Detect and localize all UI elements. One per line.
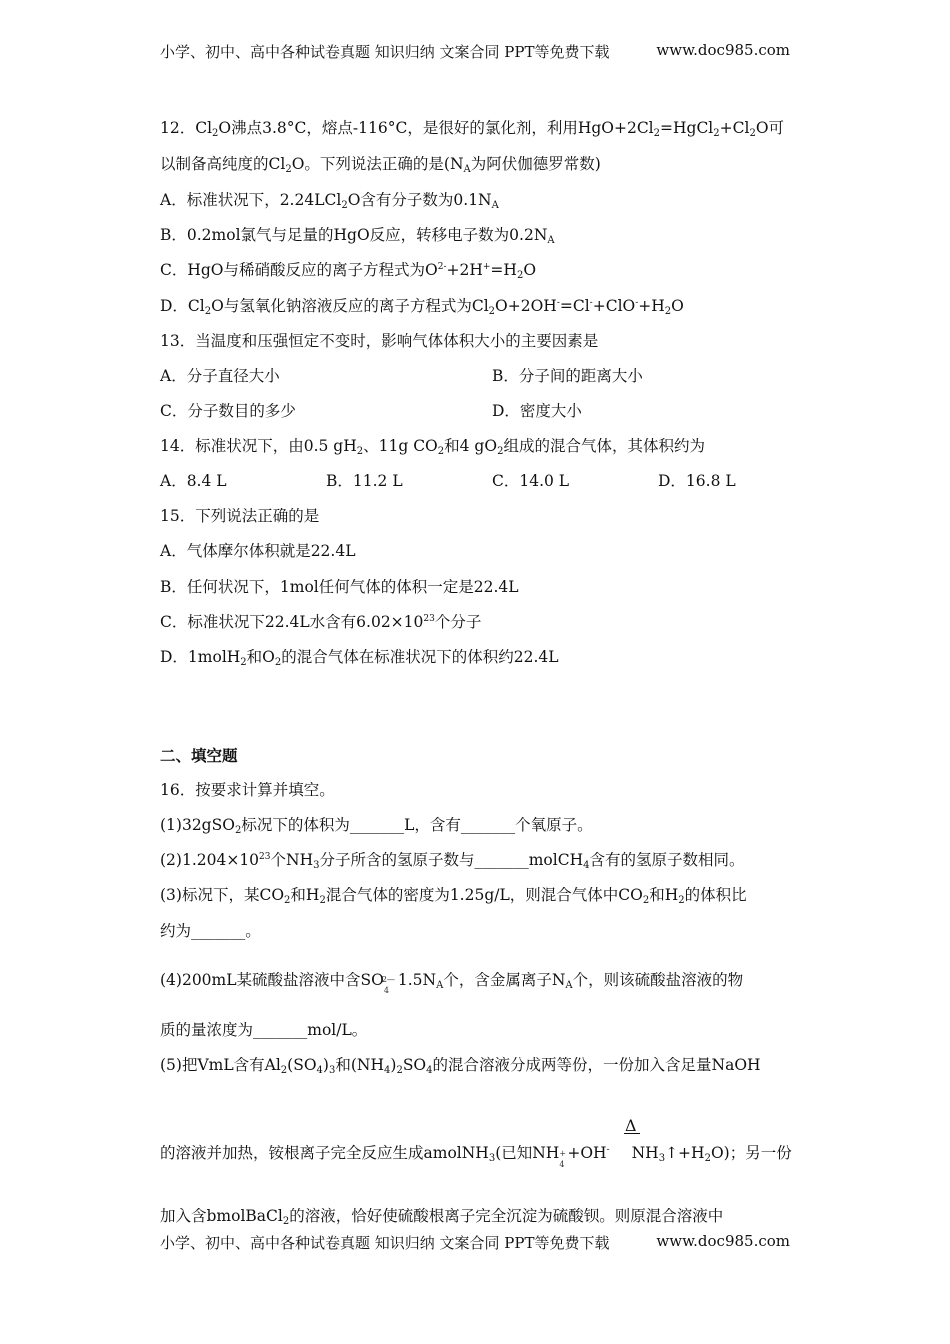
page-header: [160, 41, 790, 62]
q15-option-d: D．1molH$_2$和$O_2$的混合气体在标准状况下的体积约22.4L: [160, 648, 559, 668]
q13-option-b: B．分子间的距离大小: [492, 367, 643, 385]
q16-part5-line3: 加入含bmolBaCl$_2$的溶液，恰好使硫酸根离子完全沉淀为硫酸钡。则原混合溶液中: [160, 1207, 724, 1227]
q16-part4-line1: (4)200mL某硫酸盐溶液中含SO 2— 4 $1.5N_A$个，含金属离子$N_A$个，则该硫酸盐溶液的物: [160, 971, 744, 995]
q16-part3-line2: 约为_______。: [160, 922, 261, 940]
q16-stem: 16．按要求计算并填空。: [160, 781, 335, 799]
q13-option-a: A．分子直径大小: [160, 367, 280, 385]
q16-part5-line1: (5)把VmL含有$Al_2(SO_4)_3$和$(NH_4)_2SO_4$的混合溶液分成两等份，一份加入含足量NaOH: [160, 1056, 761, 1076]
q13-option-d: D．密度大小: [492, 402, 582, 420]
page-footer: [160, 1232, 790, 1253]
q13-option-c: C．分子数目的多少: [160, 402, 296, 420]
q14-option-b: B．11.2 L: [326, 472, 403, 490]
q12-option-b: B．0.2mol氯气与足量的HgO反应，转移电子数为$0.2N_A$: [160, 226, 555, 246]
q12-option-a: A．标准状况下，2.24LCl$_2$O含有分子数为$0.1N_A$: [160, 191, 499, 211]
q16-part4-line2: 质的量浓度为_______mol/L。: [160, 1021, 368, 1039]
footer-url: www.doc985.com: [656, 1232, 790, 1250]
q16-part3-line1: (3)标况下，某$CO_2$和$H_2$混合气体的密度为1.25g/L，则混合气体中$CO_2$和$H_2$的体积比: [160, 886, 747, 906]
q12-stem-line2: 以制备高纯度的$Cl_2O$。下列说法正确的是($N_A$为阿伏伽德罗常数): [160, 155, 601, 175]
q15-option-b: B．任何状况下，1mol任何气体的体积一定是22.4L: [160, 578, 519, 596]
q15-option-c: C．标准状况下22.4L水含有$6.02\times 10^{23}$个分子: [160, 613, 482, 631]
q14-option-c: C．14.0 L: [492, 472, 570, 490]
q14-option-d: D．16.8 L: [658, 472, 736, 490]
q16-part1: (1)32gSO$_2$标况下的体积为_______L，含有_______个氧原子。: [160, 816, 593, 836]
q12-stem-line1: 12．$Cl_2O$沸点3.8°C，熔点-116°C，是很好的氯化剂，利用$HgO+2Cl_2=HgCl_2+Cl_2O$可: [160, 119, 785, 139]
q16-part2: $(2)1.204\times 10^{23}$个$NH_3$分子所含的氢原子数与_______molCH$_4$含有的氢原子数相同。: [160, 851, 745, 871]
q14-option-a: A．8.4 L: [160, 472, 227, 490]
header-url: www.doc985.com: [656, 41, 790, 59]
q12-option-c: C．HgO与稀硝酸反应的离子方程式为$O^{2-}+2H^+=H_2O$: [160, 261, 537, 281]
q13-stem: 13．当温度和压强恒定不变时，影响气体体积大小的主要因素是: [160, 332, 599, 350]
q16-part5-line2: 的溶液并加热，铵根离子完全反应生成amolNH$_3$(已知NH + 4 +OH- $NH_3↑+H_2O$)；另一份: [160, 1144, 792, 1169]
q15-option-a: A．气体摩尔体积就是22.4L: [160, 542, 356, 560]
section-title: 二、填空题: [160, 746, 238, 765]
q14-stem: 14．标准状况下，由0.5 $gH_2$、11g $CO_2$和4 $gO_2$组成的混合气体，其体积约为: [160, 437, 705, 457]
heat-delta-symbol: Δ: [625, 1116, 637, 1135]
reaction-arrow-line: [624, 1133, 640, 1134]
header-left-text: 小学、初中、高中各种试卷真题 知识归纳 文案合同 PPT等免费下载: [160, 43, 610, 61]
q15-stem: 15．下列说法正确的是: [160, 507, 320, 525]
footer-left-text: 小学、初中、高中各种试卷真题 知识归纳 文案合同 PPT等免费下载: [160, 1234, 610, 1252]
q12-option-d: D．$Cl_2O$与氢氧化钠溶液反应的离子方程式为$Cl_2O+2OH^-=Cl^-+ClO^-+H_2O$: [160, 297, 684, 317]
